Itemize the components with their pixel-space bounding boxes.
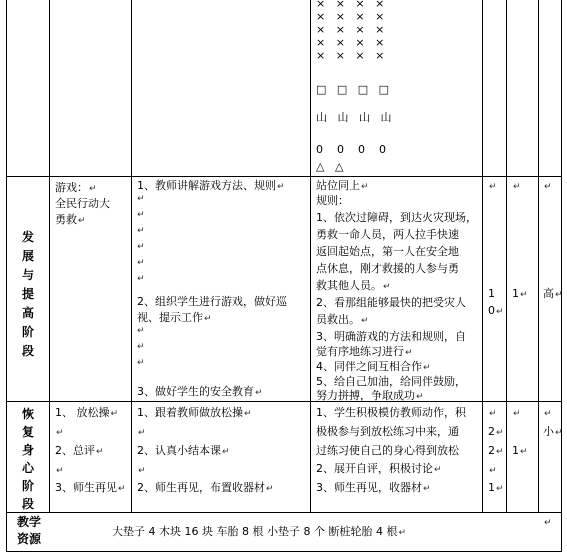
- formation-x-row: × × × ×: [316, 49, 385, 62]
- recover-time-value: 1↵: [488, 481, 504, 494]
- develop-student-line: 返回起始点，第一人在安全地: [316, 245, 459, 258]
- formation-zero-row: 0 0 0 0: [316, 143, 386, 156]
- col-divider-5: [506, 0, 507, 513]
- develop-student-line: 2、看那组能够最快的把受灾人: [316, 296, 466, 309]
- recover-count-value: 1↵: [512, 444, 528, 457]
- recover-intensity-mark: ↵: [544, 409, 552, 419]
- develop-student-line: 觉有序地练习进行↵: [316, 345, 413, 358]
- develop-student-line: 站位同上↵: [316, 179, 369, 192]
- develop-student-line: 勇救一命人员，两人拉手快速: [316, 228, 459, 241]
- recover-content-line: 3、师生再见↵: [55, 481, 126, 494]
- develop-time-mark: ↵: [489, 182, 497, 192]
- develop-student-line: 规则：: [316, 194, 349, 207]
- develop-teacher-line: 1、教师讲解游戏方法、规则↵: [137, 179, 285, 192]
- formation-x-row: × × × ×: [316, 10, 385, 23]
- recover-teacher-line: 1、跟着教师做放松操↵: [137, 406, 252, 419]
- recover-intensity-value: 小↵: [543, 425, 563, 438]
- recover-student-line: 3、师生再见，收器材↵: [316, 481, 431, 494]
- stage-label-recover: 恢 复 身 心 阶 段: [21, 407, 34, 511]
- develop-student-line: 员救出。↵: [316, 313, 369, 326]
- develop-count-value: 1↵: [512, 287, 528, 300]
- recover-teacher-mark: ↵: [138, 466, 146, 476]
- develop-student-line: 5、给自己加油，给同伴鼓励，: [316, 375, 466, 388]
- col-divider-6: [538, 0, 539, 513]
- develop-student-line: 1、依次过障碍，到达火灾现场，: [316, 211, 477, 224]
- formation-x-row: × × × ×: [316, 36, 385, 49]
- recover-content-mark: ↵: [56, 466, 64, 476]
- develop-teacher-returns: ↵ ↵ ↵ ↵ ↵ ↵: [137, 194, 145, 284]
- recover-content-line: 1、 放松操↵: [55, 406, 119, 419]
- develop-time-value: 0↵: [488, 304, 504, 317]
- develop-teacher-line: 视、提示工作↵: [137, 311, 212, 324]
- develop-intensity-mark: ↵: [544, 182, 552, 192]
- col-divider-1: [49, 0, 50, 513]
- recover-student-line: 过练习使自己的身心得到放松: [316, 444, 459, 457]
- resource-items: 大垫子 4 木块 16 块 车胎 8 根 小垫子 8 个 断桩轮胎 4 根↵: [112, 525, 406, 538]
- recover-student-line: 极极参与到放松练习中来，通: [316, 425, 459, 438]
- recover-content-line: 2、总评↵: [55, 444, 104, 457]
- row-divider-2: [6, 401, 562, 402]
- develop-student-line: 4、同伴之间互相合作↵: [316, 360, 431, 373]
- col-divider-4: [482, 0, 483, 513]
- row-divider-1: [6, 176, 562, 177]
- recover-count-mark: ↵: [513, 409, 521, 419]
- develop-content-line: 全民行动大: [55, 197, 110, 210]
- recover-teacher-line: 2、认真小结本课↵: [137, 444, 230, 457]
- recover-student-line: 1、学生积极模仿教师动作，积: [316, 406, 466, 419]
- develop-teacher-line: 3、做好学生的安全教育↵: [137, 385, 263, 398]
- formation-square-row: □ □ □ □: [316, 83, 390, 96]
- develop-student-line: 救其他人员。↵: [316, 279, 391, 292]
- row-divider-3: [6, 512, 562, 513]
- table-bottom-border: [6, 551, 562, 552]
- develop-student-line: 点休息，刚才救援的人参与勇: [316, 262, 459, 275]
- develop-teacher-returns: ↵ ↵ ↵: [137, 326, 145, 368]
- recover-student-line: 2、展开自评，积极讨论↵: [316, 462, 442, 475]
- table-right-border: [561, 0, 562, 552]
- resource-mark: ↵: [544, 518, 552, 528]
- recover-time-value: 2↵: [488, 425, 504, 438]
- recover-time-mark: ↵: [489, 409, 497, 419]
- develop-intensity-value: 高↵: [543, 287, 563, 300]
- recover-time-mark: ↵: [489, 466, 497, 476]
- recover-teacher-line: 2、师生再见，布置收器材↵: [137, 481, 274, 494]
- formation-triangle-row: △ △: [316, 160, 344, 173]
- develop-time-value: 1: [488, 287, 495, 300]
- develop-count-mark: ↵: [513, 182, 521, 192]
- develop-content-line: 游戏：↵: [55, 181, 97, 194]
- table-left-border: [6, 0, 7, 552]
- col-divider-2: [131, 0, 132, 513]
- col-divider-3: [310, 0, 311, 513]
- recover-teacher-mark: ↵: [138, 428, 146, 438]
- stage-label-develop: 发 展 与 提 高 阶 段: [21, 230, 34, 358]
- formation-x-row: × × × ×: [316, 0, 385, 10]
- formation-mountain-row: 山 山 山 山: [316, 111, 392, 124]
- develop-teacher-line: 2、组织学生进行游戏，做好巡: [137, 295, 287, 308]
- resource-label: 教学 资源: [16, 515, 41, 546]
- recover-content-mark: ↵: [56, 428, 64, 438]
- develop-student-line: 努力拼搏，争取成功↵: [316, 389, 424, 402]
- recover-time-value: 2↵: [488, 444, 504, 457]
- develop-content-line: 勇救↵: [55, 213, 86, 226]
- formation-x-row: × × × ×: [316, 23, 385, 36]
- develop-student-line: 3、明确游戏的方法和规则，自: [316, 330, 466, 343]
